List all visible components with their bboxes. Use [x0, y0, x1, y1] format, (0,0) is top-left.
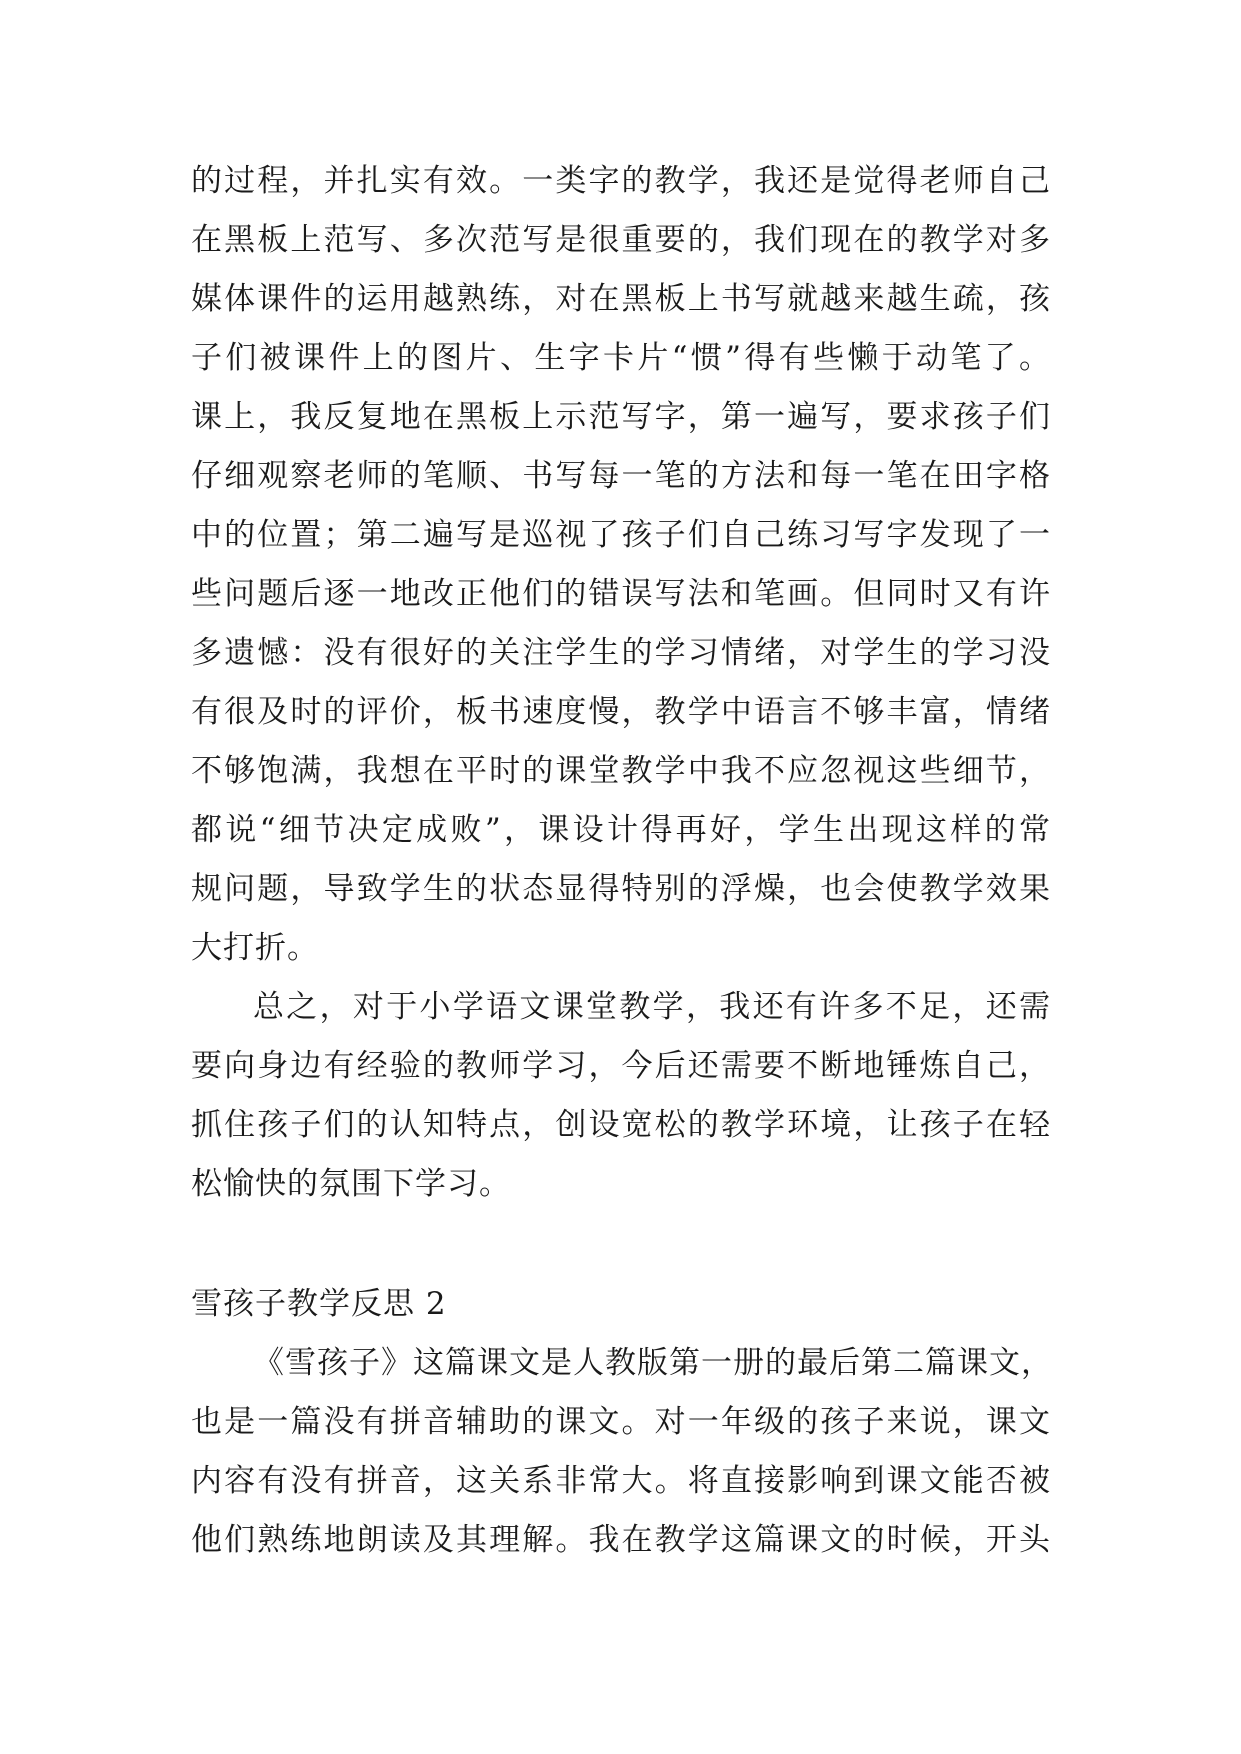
text-line: 规问题，导致学生的状态显得特别的浮燥，也会使教学效果 [191, 871, 1051, 907]
text-line: 媒体课件的运用越熟练，对在黑板上书写就越来越生疏，孩 [191, 281, 1051, 317]
paragraph-conclusion [191, 978, 1051, 1214]
text-line: 要向身边有经验的教师学习，今后还需要不断地锤炼自己， [191, 1048, 1051, 1084]
text-line: 他们熟练地朗读及其理解。我在教学这篇课文的时候，开头 [191, 1522, 1051, 1558]
text-line: 有很及时的评价，板书速度慢，教学中语言不够丰富，情绪 [191, 694, 1051, 730]
section-spacer [191, 1214, 1051, 1274]
paragraph-continued [191, 152, 1051, 978]
section-heading: 雪孩子教学反思 2 [191, 1286, 447, 1322]
text-line: 抓住孩子们的认知特点，创设宽松的教学环境，让孩子在轻 [191, 1107, 1051, 1143]
text-line: 内容有没有拼音，这关系非常大。将直接影响到课文能否被 [191, 1463, 1051, 1499]
text-line: 都说“细节决定成败”，课设计得再好，学生出现这样的常 [191, 812, 1051, 848]
text-line: 在黑板上范写、多次范写是很重要的，我们现在的教学对多 [191, 222, 1051, 258]
text-line: 课上，我反复地在黑板上示范写字，第一遍写，要求孩子们 [191, 399, 1051, 435]
text-line: 仔细观察老师的笔顺、书写每一笔的方法和每一笔在田字格 [191, 458, 1051, 494]
text-line: 多遗憾：没有很好的关注学生的学习情绪，对学生的学习没 [191, 635, 1051, 671]
text-line: 的过程，并扎实有效。一类字的教学，我还是觉得老师自己 [191, 163, 1051, 199]
text-line: 些问题后逐一地改正他们的错误写法和笔画。但同时又有许 [191, 576, 1051, 612]
text-line: 子们被课件上的图片、生字卡片“惯”得有些懒于动笔了。 [191, 340, 1051, 376]
text-line-last: 大打折。 [191, 930, 319, 966]
document-body [191, 152, 1051, 1570]
text-line-indented: 《雪孩子》这篇课文是人教版第一册的最后第二篇课文， [253, 1345, 1053, 1381]
text-line-indented: 总之，对于小学语文课堂教学，我还有许多不足，还需 [253, 989, 1051, 1025]
text-line: 中的位置；第二遍写是巡视了孩子们自己练习写字发现了一 [191, 517, 1051, 553]
text-line: 也是一篇没有拼音辅助的课文。对一年级的孩子来说，课文 [191, 1404, 1051, 1440]
paragraph-intro [191, 1334, 1051, 1570]
text-line: 不够饱满，我想在平时的课堂教学中我不应忽视这些细节， [191, 753, 1051, 789]
text-line-last: 松愉快的氛围下学习。 [191, 1166, 511, 1202]
